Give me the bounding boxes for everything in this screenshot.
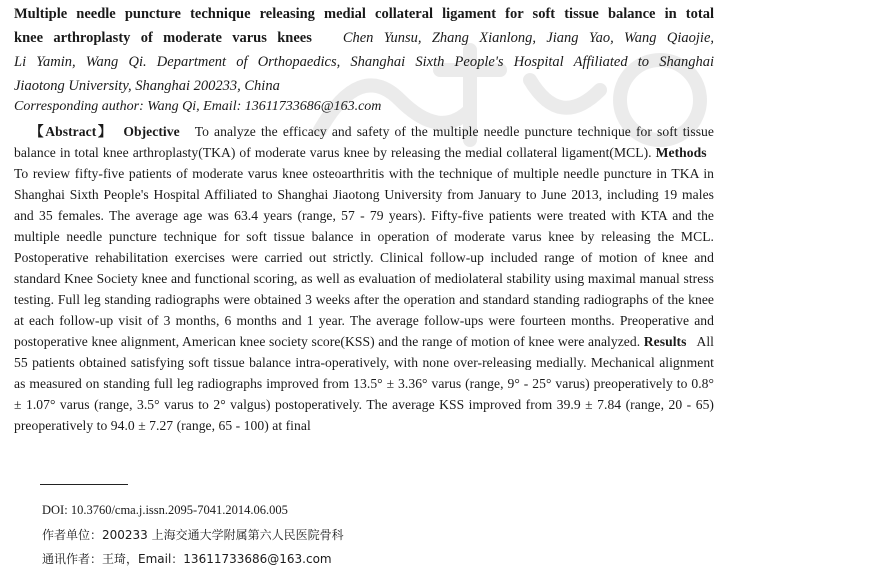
author-unit-footnote: 作者单位：200233 上海交通大学附属第六人民医院骨科 [42, 528, 344, 542]
objective-label: Objective [123, 124, 180, 139]
abstract-body [14, 121, 714, 436]
affiliation-address: Jiaotong University, Shanghai 200233, China [14, 78, 280, 94]
objective-text: To analyze the efficacy and safety of the multiple needle puncture technique for soft tissue balance in total knee arthroplasty(TKA) of moderate varus knee by releasing the medial collateral ligament(MCL). [14, 124, 714, 160]
results-label: Results [643, 334, 687, 349]
english-title-end: knee arthroplasty of moderate varus knees [14, 30, 312, 46]
correspondence-footnote: 通讯作者：王琦，Email：13611733686@163.com [42, 552, 332, 566]
author-affiliation-line: Li Yamin, Wang Qi. Department of Orthopaedics, Shanghai Sixth People's Hospital Affiliated to Shanghai [14, 54, 714, 70]
methods-text: To review fifty-five patients of moderate varus knee osteoarthritis with the technique of multiple needle puncture in TKA in Shanghai Sixth People's Hospital Affiliated to Shanghai Jiaotong University from January to June 2013, including 19 males and 35 females. The average age was 63.4 years (range, 57 - 79 years). Fifty-five patients were treated with KTA and the multiple needle puncture technique for soft tissue balance in operation of moderate varus knee by releasing the MCL. Postoperative rehabilitation exercises were carried out strictly. Clinical follow-up included range of motion of knee and standard Knee Society knee and functional scoring, as well as evaluation of mediolateral stability using maximal manual stress testing. Full leg standing radiographs were obtained 3 weeks after the operation and standard standing radiographs of the knee at each follow-up visit of 3 months, 6 months and 1 year. The average follow-ups were fourteen months. Preoperative and postoperative knee alignment, American knee society score(KSS) and the range of motion of knee were analyzed. [14, 166, 714, 349]
article-abstract-page [14, 0, 714, 436]
abstract-label: 【Abstract】 [30, 124, 114, 139]
footnote-divider [40, 484, 128, 485]
english-title-line-1: Multiple needle puncture technique releasing medial collateral ligament for soft tissue balance in total [14, 6, 714, 22]
english-title-line-2 [14, 28, 714, 48]
methods-label: Methods [655, 145, 707, 160]
results-text: All 55 patients obtained satisfying soft tissue balance intra-operatively, with none over-releasing medially. Mechanical alignment as measured on standing full leg radiographs improved from 13.5° ± 3.36° varus (range, 9° - 25° varus) preoperatively to 0.8° ± 1.07° varus (range, 3.5° varus to 2° valgus) postoperatively. The average KSS improved from 39.9 ± 7.84 (range, 20 - 65) preoperatively to 94.0 ± 7.27 (range, 65 - 100) at final [14, 334, 714, 433]
corresponding-author: Corresponding author: Wang Qi, Email: 13611733686@163.com [14, 99, 382, 114]
doi-footnote: DOI: 10.3760/cma.j.issn.2095-7041.2014.06.005 [42, 503, 288, 517]
author-list-start: Chen Yunsu, Zhang Xianlong, Jiang Yao, Wang Qiaojie, [342, 30, 715, 46]
